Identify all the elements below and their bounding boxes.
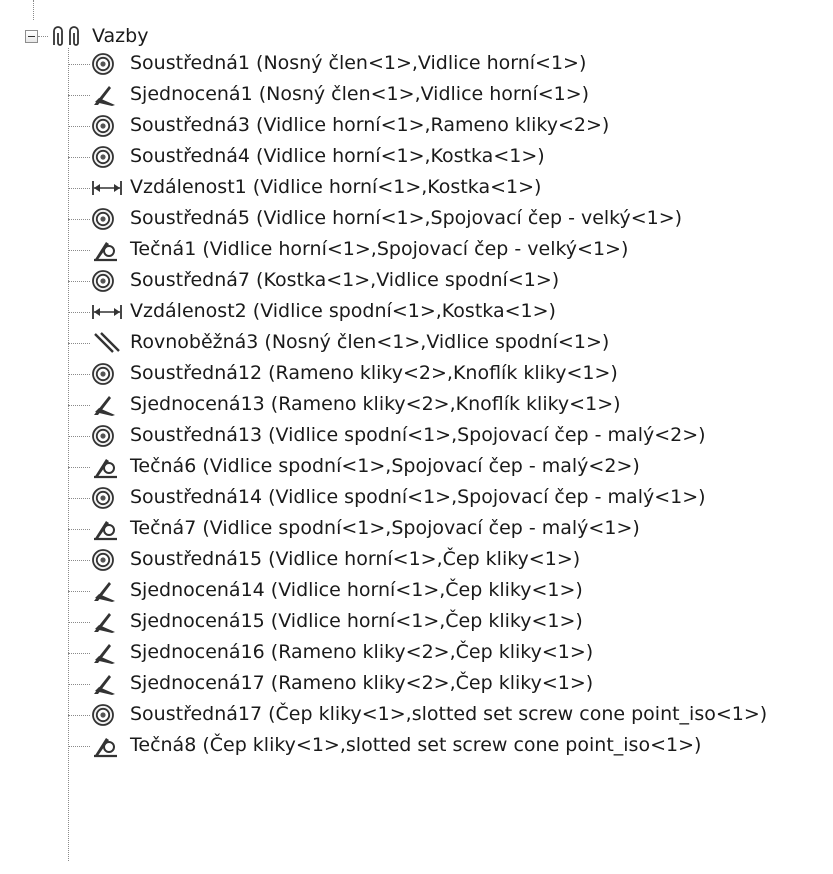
tree-connector — [68, 64, 90, 65]
tree-item[interactable] — [68, 389, 833, 420]
tree-connector — [68, 405, 90, 406]
tree-item-label[interactable]: Soustředná1 (Nosný člen<1>,Vidlice horní<1>) — [130, 52, 587, 74]
tree-item[interactable] — [68, 575, 833, 606]
concentric-mate-icon[interactable] — [90, 145, 128, 169]
tree-root-label[interactable]: Vazby — [92, 25, 149, 47]
concentric-mate-icon[interactable] — [90, 548, 128, 572]
tree-connector — [68, 684, 90, 685]
mates-folder-icon[interactable] — [48, 25, 86, 47]
tree-connector — [68, 343, 90, 344]
tree-connector — [68, 498, 90, 499]
tree-item-label[interactable]: Soustředná7 (Kostka<1>,Vidlice spodní<1>) — [130, 269, 560, 291]
tree-connector — [68, 188, 90, 189]
tree-item-label[interactable]: Rovnoběžná3 (Nosný člen<1>,Vidlice spodní<1>) — [130, 331, 610, 353]
tree-item-label[interactable]: Sjednocená13 (Rameno kliky<2>,Knoflík kliky<1>) — [130, 393, 621, 415]
tree-item-label[interactable]: Sjednocená14 (Vidlice horní<1>,Čep kliky<1>) — [130, 579, 583, 601]
concentric-mate-icon[interactable] — [90, 269, 128, 293]
tree-connector — [68, 374, 90, 375]
tree-item[interactable] — [68, 730, 833, 761]
collapse-toggle[interactable] — [25, 30, 38, 43]
tree-item[interactable] — [68, 141, 833, 172]
tree-connector — [68, 436, 90, 437]
distance-mate-icon[interactable] — [90, 300, 128, 324]
tree-item-label[interactable]: Soustředná15 (Vidlice horní<1>,Čep kliky<1>) — [130, 548, 581, 570]
coincident-mate-icon[interactable] — [90, 83, 128, 107]
tree-item-label[interactable]: Sjednocená1 (Nosný člen<1>,Vidlice horní<1>) — [130, 83, 590, 105]
tree-connector — [68, 467, 90, 468]
tree-item[interactable] — [68, 637, 833, 668]
tangent-mate-icon[interactable] — [90, 517, 128, 541]
tree-item[interactable] — [68, 265, 833, 296]
tree-item[interactable] — [68, 172, 833, 203]
tree-item-label[interactable]: Soustředná12 (Rameno kliky<2>,Knoflík kliky<1>) — [130, 362, 618, 384]
tree-item[interactable] — [68, 110, 833, 141]
tree-connector — [68, 281, 90, 282]
concentric-mate-icon[interactable] — [90, 424, 128, 448]
tree-item-label[interactable]: Soustředná5 (Vidlice horní<1>,Spojovací čep - velký<1>) — [130, 207, 683, 229]
tree-item-label[interactable]: Tečná8 (Čep kliky<1>,slotted set screw cone point_iso<1>) — [130, 734, 702, 756]
tree-item-label[interactable]: Sjednocená16 (Rameno kliky<2>,Čep kliky<1>) — [130, 641, 594, 663]
coincident-mate-icon[interactable] — [90, 672, 128, 696]
tree-connector — [68, 746, 90, 747]
tree-item[interactable] — [68, 606, 833, 637]
tree-item[interactable] — [68, 327, 833, 358]
tree-connector — [68, 250, 90, 251]
tree-item[interactable] — [68, 513, 833, 544]
coincident-mate-icon[interactable] — [90, 579, 128, 603]
concentric-mate-icon[interactable] — [90, 486, 128, 510]
tree-connector — [33, 0, 34, 20]
tree-connector — [68, 529, 90, 530]
tree-connector — [68, 622, 90, 623]
tree-connector — [68, 219, 90, 220]
coincident-mate-icon[interactable] — [90, 610, 128, 634]
coincident-mate-icon[interactable] — [90, 641, 128, 665]
tree-item[interactable] — [68, 451, 833, 482]
tangent-mate-icon[interactable] — [90, 455, 128, 479]
tree-item-label[interactable]: Soustředná4 (Vidlice horní<1>,Kostka<1>) — [130, 145, 545, 167]
tree-connector — [68, 715, 90, 716]
concentric-mate-icon[interactable] — [90, 362, 128, 386]
tree-item-label[interactable]: Sjednocená15 (Vidlice horní<1>,Čep kliky<1>) — [130, 610, 583, 632]
tree-item[interactable] — [68, 296, 833, 327]
tree-item-label[interactable]: Soustředná13 (Vidlice spodní<1>,Spojovací čep - malý<2>) — [130, 424, 706, 446]
tree-connector — [38, 36, 48, 37]
concentric-mate-icon[interactable] — [90, 207, 128, 231]
tree-item[interactable] — [68, 234, 833, 265]
tree-connector — [68, 312, 90, 313]
tree-connector — [68, 157, 90, 158]
concentric-mate-icon[interactable] — [90, 703, 128, 727]
tree-item-label[interactable]: Vzdálenost2 (Vidlice spodní<1>,Kostka<1>) — [130, 300, 556, 322]
tree-item[interactable] — [68, 482, 833, 513]
tree-connector — [68, 653, 90, 654]
tree-item-label[interactable]: Sjednocená17 (Rameno kliky<2>,Čep kliky<1>) — [130, 672, 594, 694]
tree-item[interactable] — [68, 668, 833, 699]
tree-item-label[interactable]: Soustředná3 (Vidlice horní<1>,Rameno kliky<2>) — [130, 114, 610, 136]
tree-item[interactable] — [68, 358, 833, 389]
parallel-mate-icon[interactable] — [90, 331, 128, 355]
tree-item[interactable] — [68, 48, 833, 79]
tree-item-label[interactable]: Tečná6 (Vidlice spodní<1>,Spojovací čep - malý<2>) — [130, 455, 640, 477]
tree-item-label[interactable]: Soustředná14 (Vidlice spodní<1>,Spojovací čep - malý<1>) — [130, 486, 706, 508]
tree-connector — [68, 126, 90, 127]
distance-mate-icon[interactable] — [90, 176, 128, 200]
tree-item[interactable] — [68, 699, 833, 730]
tree-connector — [68, 95, 90, 96]
tree-item[interactable] — [68, 79, 833, 110]
tree-connector — [68, 591, 90, 592]
tree-item[interactable] — [68, 420, 833, 451]
tree-item-label[interactable]: Soustředná17 (Čep kliky<1>,slotted set screw cone point_iso<1>) — [130, 703, 768, 725]
tree-item-label[interactable]: Tečná1 (Vidlice horní<1>,Spojovací čep - velký<1>) — [130, 238, 629, 260]
tree-item[interactable] — [68, 544, 833, 575]
tree-item-label[interactable]: Tečná7 (Vidlice spodní<1>,Spojovací čep - malý<1>) — [130, 517, 640, 539]
concentric-mate-icon[interactable] — [90, 114, 128, 138]
concentric-mate-icon[interactable] — [90, 52, 128, 76]
tree-connector — [68, 560, 90, 561]
tree-item-label[interactable]: Vzdálenost1 (Vidlice horní<1>,Kostka<1>) — [130, 176, 542, 198]
tangent-mate-icon[interactable] — [90, 238, 128, 262]
tree-item[interactable] — [68, 203, 833, 234]
coincident-mate-icon[interactable] — [90, 393, 128, 417]
tangent-mate-icon[interactable] — [90, 734, 128, 758]
